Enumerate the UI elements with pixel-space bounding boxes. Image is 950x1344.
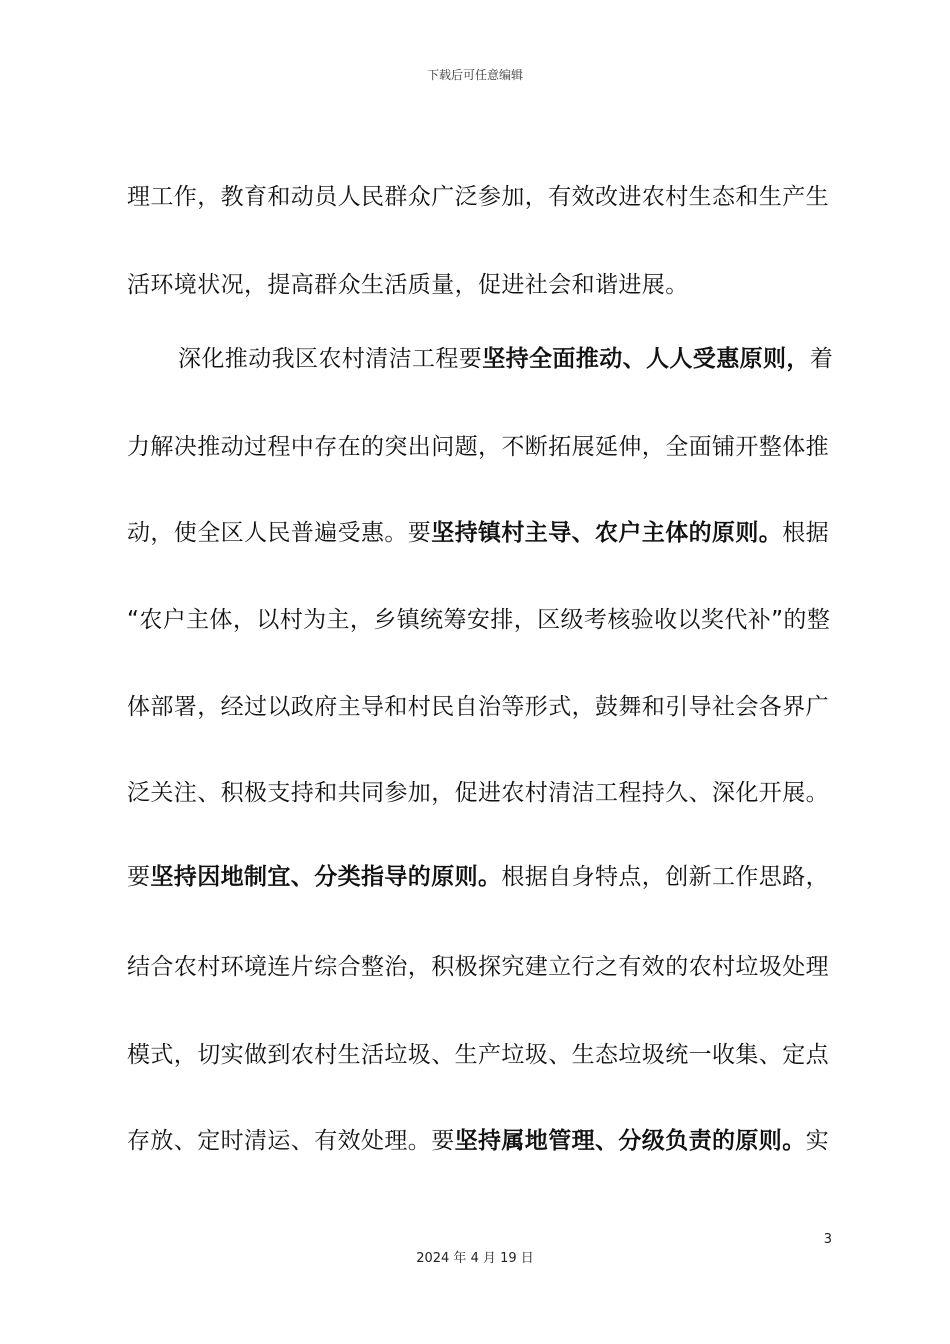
- text-line: [127, 778, 847, 808]
- page-footer-date: 2024 年 4 月 19 日: [416, 1251, 534, 1266]
- text-segment: 根据: [782, 520, 830, 546]
- text-line: [127, 1126, 847, 1156]
- bold-text-segment: 坚持全面推动、人人受惠原则，: [482, 346, 810, 372]
- text-line: [127, 432, 847, 462]
- text-line: [127, 270, 847, 300]
- bold-text-segment: 坚持镇村主导、农户主体的原则。: [431, 520, 783, 546]
- text-segment: 理工作，教育和动员人民群众广泛参加，有效改进农村生态和生产生: [127, 184, 829, 210]
- text-segment: 动，使全区人民普遍受惠。要: [127, 520, 432, 546]
- page-number: 3: [823, 1232, 832, 1247]
- text-line: [127, 182, 847, 212]
- text-segment: 着: [809, 346, 834, 372]
- text-line: [127, 692, 847, 722]
- text-line: [127, 344, 898, 374]
- text-line: [127, 862, 847, 892]
- text-segment: “农户主体，以村为主，乡镇统筹安排，区级考核验收以奖代补”的整: [127, 607, 831, 633]
- text-segment: 结合农村环境连片综合整治，积极探究建立行之有效的农村垃圾处理: [127, 954, 829, 980]
- bold-text-segment: 坚持因地制宜、分类指导的原则。: [150, 864, 502, 890]
- text-line: [127, 1040, 847, 1070]
- text-segment: 模式，切实做到农村生活垃圾、生产垃圾、生态垃圾统一收集、定点: [127, 1042, 829, 1068]
- text-segment: 泛关注、积极支持和共同参加，促进农村清洁工程持久、深化开展。: [127, 780, 829, 806]
- text-segment: 力解决推动过程中存在的突出问题，不断拓展延伸，全面铺开整体推: [127, 434, 829, 460]
- text-segment: 活环境状况，提高群众生活质量，促进社会和谐进展。: [127, 272, 689, 298]
- text-segment: 实: [805, 1128, 830, 1154]
- text-segment: 深化推动我区农村清洁工程要: [178, 346, 483, 372]
- text-line: [127, 952, 847, 982]
- page-header: 下载后可任意编辑: [426, 68, 523, 82]
- text-segment: 体部署，经过以政府主导和村民自治等形式，鼓舞和引导社会各界广: [127, 694, 829, 720]
- text-line: [127, 605, 847, 635]
- text-segment: 要: [127, 864, 151, 890]
- text-line: [127, 518, 847, 548]
- text-segment: 根据自身特点，创新工作思路，: [501, 864, 830, 890]
- bold-text-segment: 坚持属地管理、分级负责的原则。: [454, 1128, 806, 1154]
- text-segment: 存放、定时清运、有效处理。要: [127, 1128, 455, 1154]
